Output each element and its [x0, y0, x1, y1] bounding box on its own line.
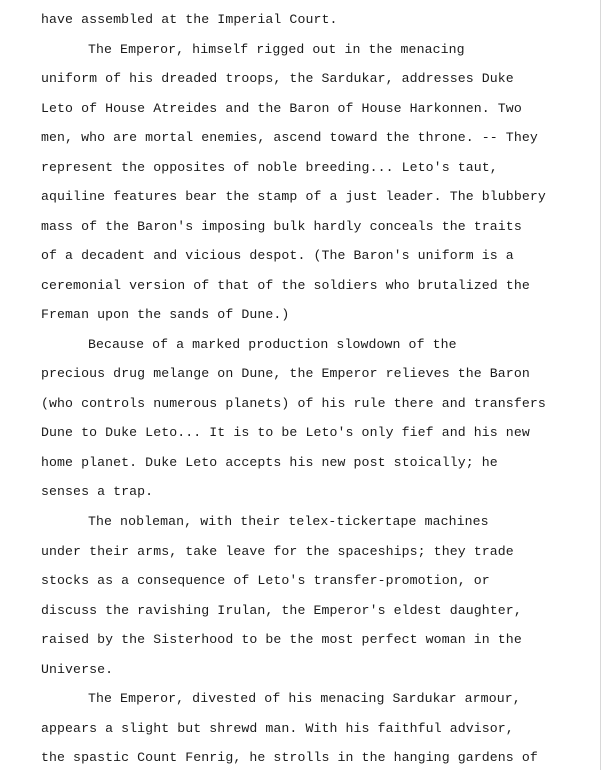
text-line: home planet. Duke Leto accepts his new post stoically; he [41, 455, 498, 470]
text-line: mass of the Baron's imposing bulk hardly conceals the traits [41, 219, 522, 234]
text-line: uniform of his dreaded troops, the Sardukar, addresses Duke [41, 71, 514, 86]
text-line: under their arms, take leave for the spaceships; they trade [41, 544, 514, 559]
text-line: stocks as a consequence of Leto's transfer-promotion, or [41, 573, 490, 588]
text-line: (who controls numerous planets) of his rule there and transfers [41, 396, 546, 411]
text-line: aquiline features bear the stamp of a just leader. The blubbery [41, 189, 546, 204]
text-line: precious drug melange on Dune, the Emperor relieves the Baron [41, 366, 530, 381]
text-line: Dune to Duke Leto... It is to be Leto's only fief and his new [41, 425, 530, 440]
text-line: senses a trap. [41, 484, 154, 499]
text-line: men, who are mortal enemies, ascend toward the throne. -- They [41, 130, 538, 145]
text-line: ceremonial version of that of the soldiers who brutalized the [41, 278, 530, 293]
text-line: raised by the Sisterhood to be the most perfect woman in the [41, 632, 522, 647]
paragraph-first-line: Because of a marked production slowdown of the [88, 337, 457, 352]
text-line: the spastic Count Fenrig, he strolls in the hanging gardens of [41, 750, 538, 765]
paragraph-first-line: The Emperor, divested of his menacing Sardukar armour, [88, 691, 521, 706]
text-line: represent the opposites of noble breeding... Leto's taut, [41, 160, 498, 175]
text-line: of a decadent and vicious despot. (The Baron's uniform is a [41, 248, 514, 263]
text-line: Universe. [41, 662, 114, 677]
paragraph-first-line: The nobleman, with their telex-tickertape machines [88, 514, 489, 529]
text-line: appears a slight but shrewd man. With his faithful advisor, [41, 721, 514, 736]
text-line: have assembled at the Imperial Court. [41, 12, 338, 27]
paragraph-first-line: The Emperor, himself rigged out in the menacing [88, 42, 465, 57]
text-line: Leto of House Atreides and the Baron of House Harkonnen. Two [41, 101, 522, 116]
text-line: discuss the ravishing Irulan, the Emperor's eldest daughter, [41, 603, 522, 618]
text-line: Freman upon the sands of Dune.) [41, 307, 290, 322]
